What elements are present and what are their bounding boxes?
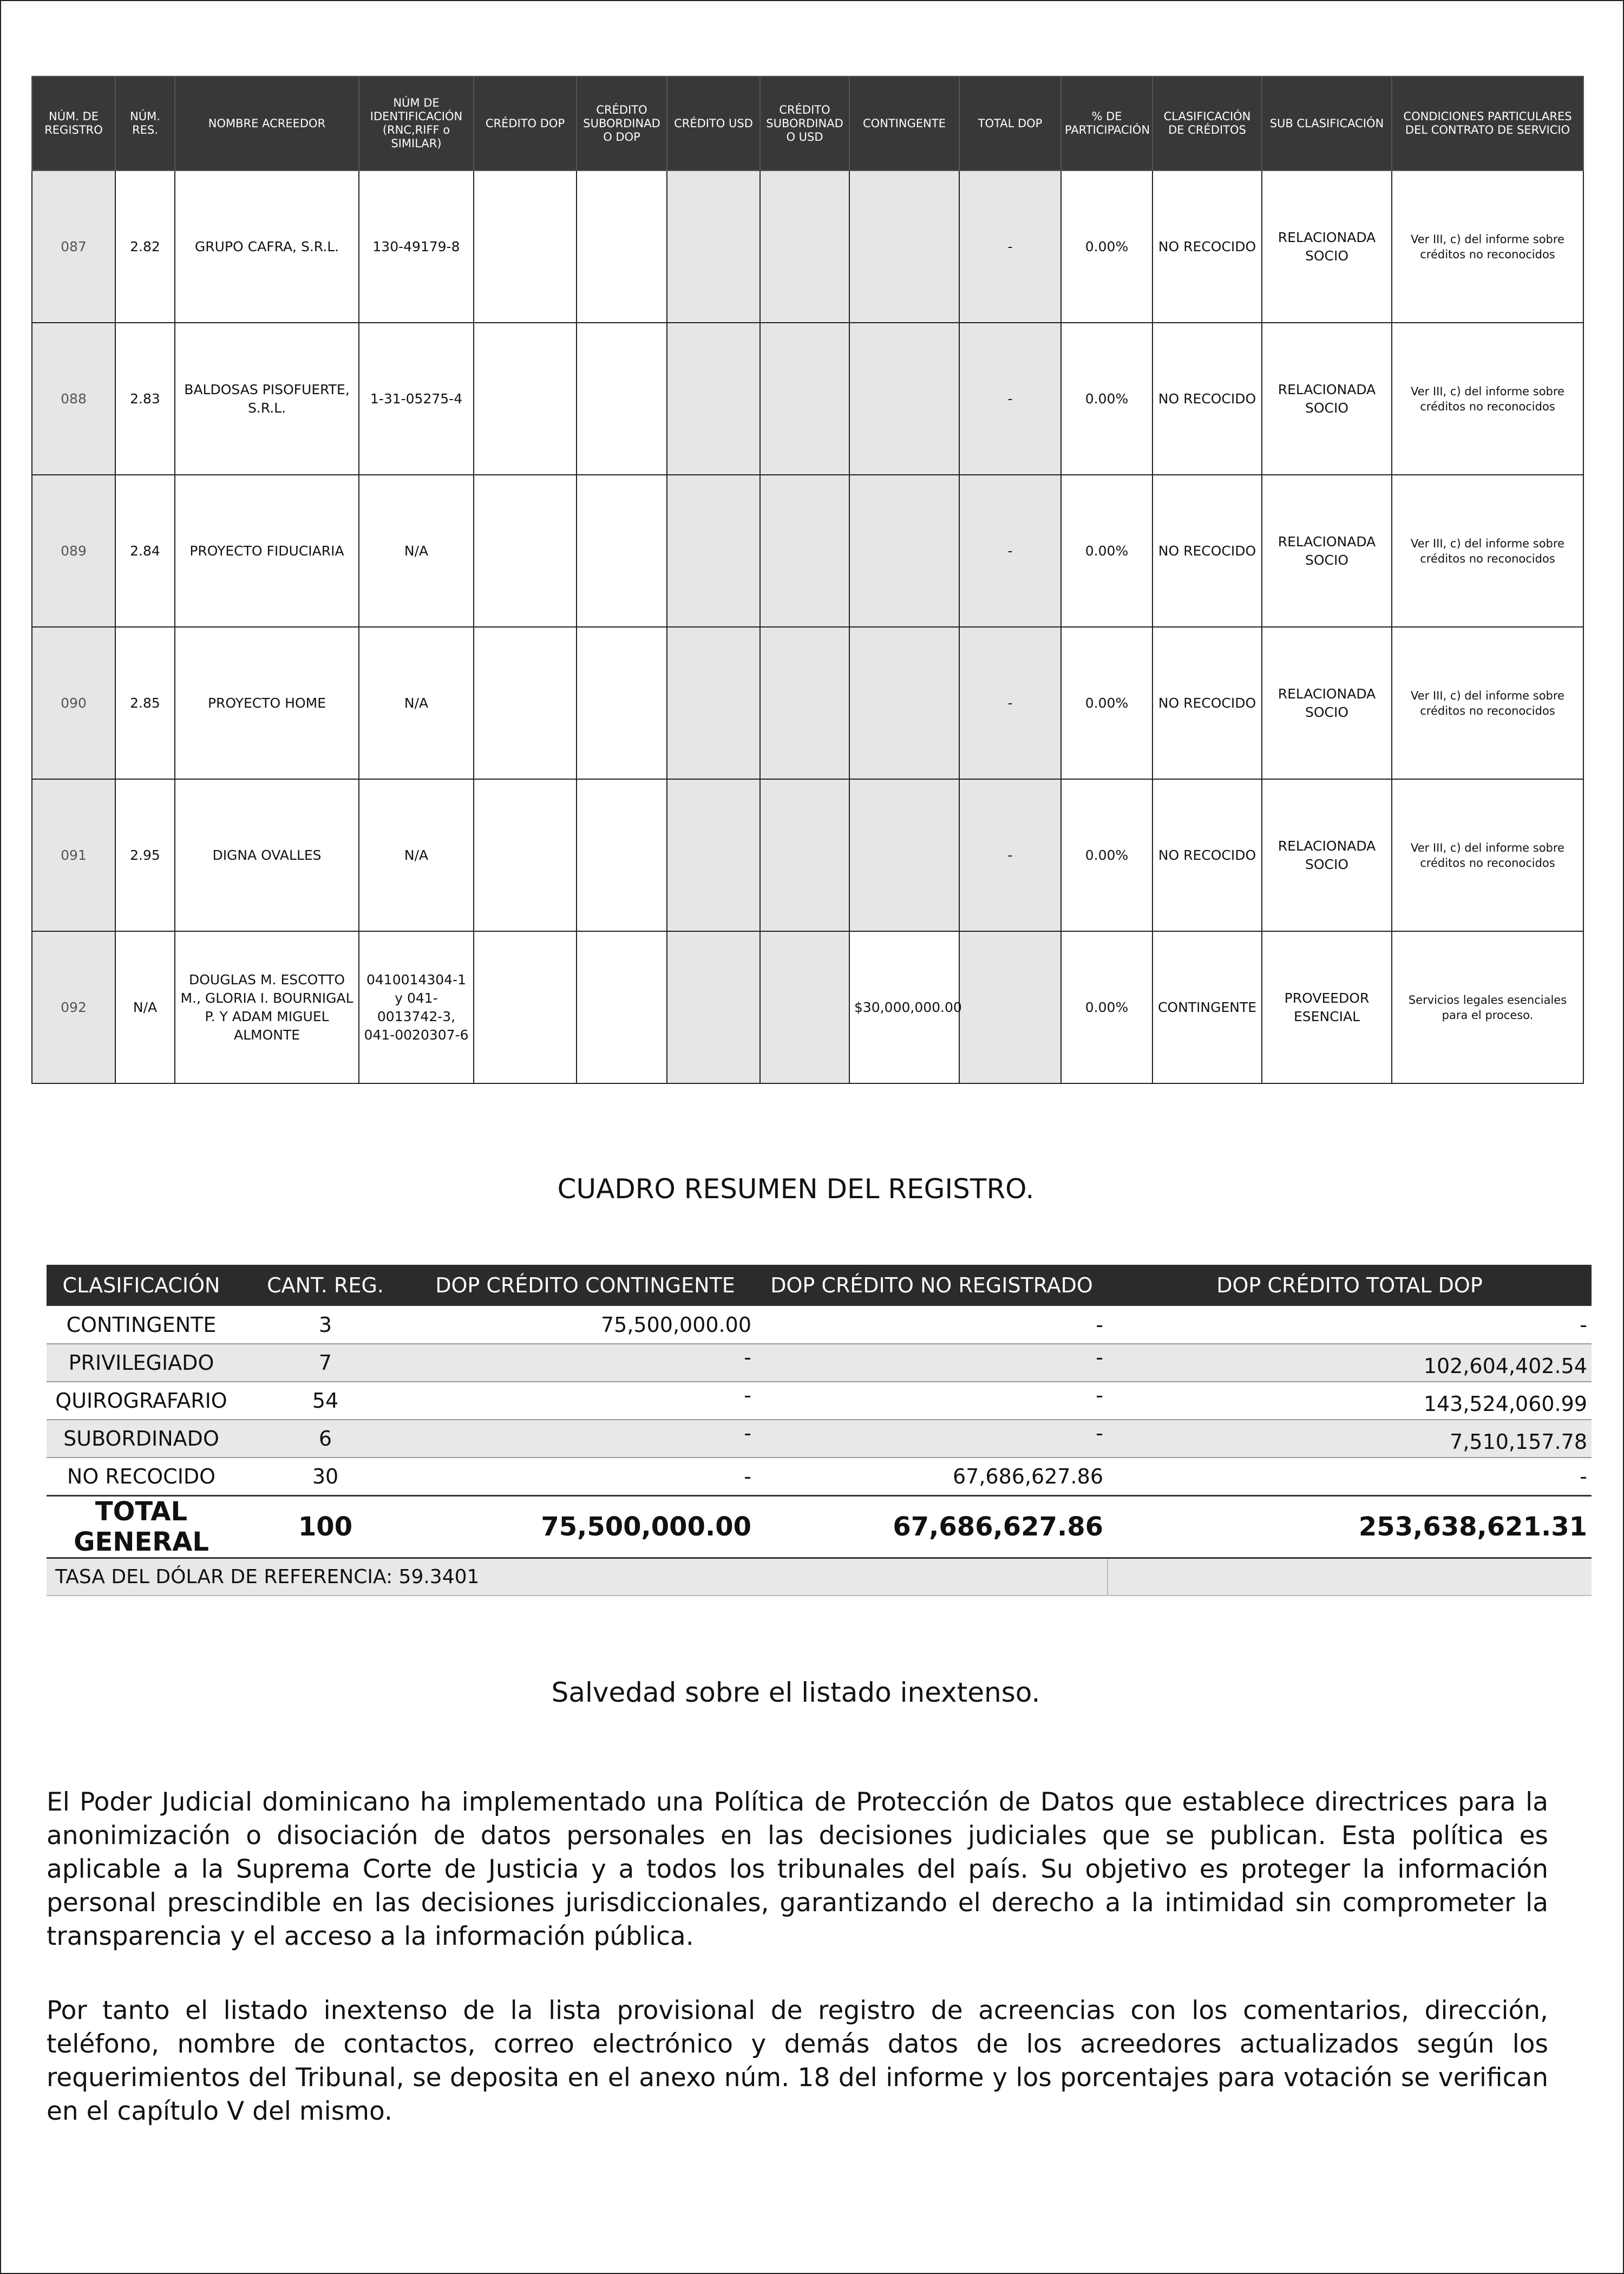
- summary-contingente: -: [415, 1458, 756, 1495]
- summary-total: -: [1108, 1458, 1592, 1495]
- header-credito-dop: CRÉDITO DOP: [474, 76, 577, 171]
- header-participacion: % DE PARTICIPACIÓN: [1061, 76, 1152, 171]
- summary-total: -: [1108, 1306, 1592, 1344]
- cell-registro: 089: [32, 475, 115, 627]
- table-row: [32, 475, 1583, 627]
- table-row: [32, 627, 1583, 779]
- cell-total-dop: -: [959, 475, 1061, 627]
- total-total: 253,638,621.31: [1108, 1495, 1592, 1558]
- summary-header-clasificacion: CLASIFICACIÓN: [47, 1265, 236, 1306]
- cell-participacion: 0.00%: [1061, 931, 1152, 1083]
- total-clasificacion: TOTAL GENERAL: [47, 1495, 236, 1558]
- summary-total: 102,604,402.54: [1108, 1344, 1592, 1382]
- cell-sub-dop: [577, 931, 667, 1083]
- cell-sub-usd: [760, 475, 849, 627]
- cell-contingente: [849, 171, 959, 323]
- cell-registro: 087: [32, 171, 115, 323]
- cell-registro: 090: [32, 627, 115, 779]
- summary-header-total: DOP CRÉDITO TOTAL DOP: [1108, 1265, 1592, 1306]
- cell-sub-dop: [577, 627, 667, 779]
- cell-nombre: PROYECTO HOME: [175, 627, 359, 779]
- cell-condiciones: Ver III, c) del informe sobre créditos no reconocidos: [1392, 475, 1583, 627]
- summary-row: [47, 1344, 1592, 1382]
- cell-nombre: PROYECTO FIDUCIARIA: [175, 475, 359, 627]
- cell-credito-usd: [667, 323, 760, 475]
- summary-no-registrado: -: [756, 1382, 1108, 1420]
- cell-total-dop: -: [959, 779, 1061, 931]
- exchange-rate-blank: [1108, 1558, 1592, 1596]
- summary-cant: 3: [236, 1306, 415, 1344]
- summary-contingente: -: [415, 1420, 756, 1458]
- summary-header-no-registrado: DOP CRÉDITO NO REGISTRADO: [756, 1265, 1108, 1306]
- cell-participacion: 0.00%: [1061, 779, 1152, 931]
- cell-nombre: DIGNA OVALLES: [175, 779, 359, 931]
- cell-sub-dop: [577, 323, 667, 475]
- cell-res: 2.83: [115, 323, 175, 475]
- summary-contingente: -: [415, 1344, 756, 1382]
- cell-contingente: [849, 323, 959, 475]
- summary-no-registrado: -: [756, 1306, 1108, 1344]
- cell-id: N/A: [359, 475, 474, 627]
- cell-credito-usd: [667, 779, 760, 931]
- cell-id: 1-31-05275-4: [359, 323, 474, 475]
- cell-id: 130-49179-8: [359, 171, 474, 323]
- cell-total-dop: -: [959, 171, 1061, 323]
- summary-cant: 7: [236, 1344, 415, 1382]
- summary-row: [47, 1382, 1592, 1420]
- cell-credito-dop: [474, 323, 577, 475]
- cell-credito-dop: [474, 627, 577, 779]
- summary-title: CUADRO RESUMEN DEL REGISTRO.: [557, 1173, 1034, 1205]
- exchange-rate: TASA DEL DÓLAR DE REFERENCIA: 59.3401: [47, 1558, 1108, 1596]
- summary-no-registrado: -: [756, 1420, 1108, 1458]
- cell-condiciones: Ver III, c) del informe sobre créditos no reconocidos: [1392, 627, 1583, 779]
- cell-credito-usd: [667, 475, 760, 627]
- cell-sub-usd: [760, 171, 849, 323]
- cell-sub-usd: [760, 931, 849, 1083]
- exchange-rate-row: [47, 1558, 1592, 1596]
- cell-participacion: 0.00%: [1061, 171, 1152, 323]
- cell-condiciones: Ver III, c) del informe sobre créditos no reconocidos: [1392, 323, 1583, 475]
- cell-contingente: [849, 627, 959, 779]
- summary-no-registrado: 67,686,627.86: [756, 1458, 1108, 1495]
- disclaimer-paragraph-2: Por tanto el listado inextenso de la lista provisional de registro de acreencias con los comentarios, dirección, teléfono, nombre de contactos, correo electrónico y demás datos de los acreedores actualizados según los requerimientos del Tribunal, se deposita en el anexo núm. 18 del informe y los porcentajes para votación se verifican en el capítulo V del mismo.: [47, 1996, 1548, 2126]
- creditor-register-table: [31, 76, 1584, 1084]
- cell-total-dop: -: [959, 323, 1061, 475]
- summary-contingente: 75,500,000.00: [415, 1306, 756, 1344]
- header-identificacion: NÚM DE IDENTIFICACIÓN (RNC,RIFF o SIMILAR): [359, 76, 474, 171]
- summary-row: [47, 1458, 1592, 1495]
- cell-sub-clasificacion: PROVEEDOR ESENCIAL: [1262, 931, 1392, 1083]
- cell-credito-usd: [667, 627, 760, 779]
- header-total-dop: TOTAL DOP: [959, 76, 1061, 171]
- cell-registro: 092: [32, 931, 115, 1083]
- cell-nombre: DOUGLAS M. ESCOTTO M., GLORIA I. BOURNIGAL P. Y ADAM MIGUEL ALMONTE: [175, 931, 359, 1083]
- summary-table: [47, 1265, 1592, 1596]
- cell-registro: 091: [32, 779, 115, 931]
- summary-total: 7,510,157.78: [1108, 1420, 1592, 1458]
- cell-participacion: 0.00%: [1061, 627, 1152, 779]
- header-nombre-acreedor: NOMBRE ACREEDOR: [175, 76, 359, 171]
- table-row: [32, 323, 1583, 475]
- disclaimer-title: Salvedad sobre el listado inextenso.: [551, 1677, 1040, 1708]
- cell-condiciones: Ver III, c) del informe sobre créditos no reconocidos: [1392, 779, 1583, 931]
- cell-res: 2.85: [115, 627, 175, 779]
- cell-res: N/A: [115, 931, 175, 1083]
- cell-id: N/A: [359, 779, 474, 931]
- total-cant: 100: [236, 1495, 415, 1558]
- header-credito-subordinado-usd: CRÉDITO SUBORDINAD O USD: [760, 76, 849, 171]
- cell-total-dop: -: [959, 627, 1061, 779]
- cell-credito-dop: [474, 475, 577, 627]
- cell-participacion: 0.00%: [1061, 475, 1152, 627]
- table-row: [32, 931, 1583, 1083]
- cell-sub-usd: [760, 627, 849, 779]
- total-contingente: 75,500,000.00: [415, 1495, 756, 1558]
- summary-clasificacion: NO RECOCIDO: [47, 1458, 236, 1495]
- cell-nombre: GRUPO CAFRA, S.R.L.: [175, 171, 359, 323]
- header-clasificacion: CLASIFICACIÓN DE CRÉDITOS: [1152, 76, 1262, 171]
- cell-contingente: [849, 779, 959, 931]
- cell-participacion: 0.00%: [1061, 323, 1152, 475]
- cell-clasificacion: NO RECOCIDO: [1152, 171, 1262, 323]
- cell-res: 2.84: [115, 475, 175, 627]
- cell-clasificacion: NO RECOCIDO: [1152, 779, 1262, 931]
- cell-nombre: BALDOSAS PISOFUERTE, S.R.L.: [175, 323, 359, 475]
- summary-cant: 30: [236, 1458, 415, 1495]
- cell-sub-clasificacion: RELACIONADA SOCIO: [1262, 475, 1392, 627]
- cell-credito-usd: [667, 171, 760, 323]
- summary-header-cant: CANT. REG.: [236, 1265, 415, 1306]
- cell-sub-clasificacion: RELACIONADA SOCIO: [1262, 779, 1392, 931]
- cell-sub-clasificacion: RELACIONADA SOCIO: [1262, 323, 1392, 475]
- table-row: [32, 171, 1583, 323]
- header-credito-subordinado-dop: CRÉDITO SUBORDINAD O DOP: [577, 76, 667, 171]
- register-header-row: [32, 76, 1583, 171]
- cell-res: 2.95: [115, 779, 175, 931]
- summary-header-contingente: DOP CRÉDITO CONTINGENTE: [415, 1265, 756, 1306]
- cell-id: 0410014304-1 y 041-0013742-3, 041-0020307-6: [359, 931, 474, 1083]
- summary-clasificacion: SUBORDINADO: [47, 1420, 236, 1458]
- summary-no-registrado: -: [756, 1344, 1108, 1382]
- cell-sub-dop: [577, 779, 667, 931]
- summary-cant: 6: [236, 1420, 415, 1458]
- cell-sub-usd: [760, 779, 849, 931]
- summary-clasificacion: PRIVILEGIADO: [47, 1344, 236, 1382]
- cell-sub-clasificacion: RELACIONADA SOCIO: [1262, 627, 1392, 779]
- summary-total: 143,524,060.99: [1108, 1382, 1592, 1420]
- cell-condiciones: Servicios legales esenciales para el proceso.: [1392, 931, 1583, 1083]
- cell-credito-usd: [667, 931, 760, 1083]
- total-no-registrado: 67,686,627.86: [756, 1495, 1108, 1558]
- header-num-res: NÚM. RES.: [115, 76, 175, 171]
- cell-res: 2.82: [115, 171, 175, 323]
- header-sub-clasificacion: SUB CLASIFICACIÓN: [1262, 76, 1392, 171]
- cell-clasificacion: NO RECOCIDO: [1152, 627, 1262, 779]
- summary-row: [47, 1306, 1592, 1344]
- cell-credito-dop: [474, 171, 577, 323]
- header-condiciones: CONDICIONES PARTICULARES DEL CONTRATO DE SERVICIO: [1392, 76, 1583, 171]
- summary-cant: 54: [236, 1382, 415, 1420]
- header-credito-usd: CRÉDITO USD: [667, 76, 760, 171]
- header-contingente: CONTINGENTE: [849, 76, 959, 171]
- cell-condiciones: Ver III, c) del informe sobre créditos no reconocidos: [1392, 171, 1583, 323]
- summary-total-row: [47, 1495, 1592, 1558]
- summary-clasificacion: CONTINGENTE: [47, 1306, 236, 1344]
- cell-registro: 088: [32, 323, 115, 475]
- header-num-registro: NÚM. DE REGISTRO: [32, 76, 115, 171]
- cell-sub-clasificacion: RELACIONADA SOCIO: [1262, 171, 1392, 323]
- cell-clasificacion: NO RECOCIDO: [1152, 323, 1262, 475]
- cell-contingente: $30,000,000.00: [849, 931, 959, 1083]
- table-row: [32, 779, 1583, 931]
- summary-contingente: -: [415, 1382, 756, 1420]
- cell-contingente: [849, 475, 959, 627]
- cell-credito-dop: [474, 931, 577, 1083]
- cell-sub-dop: [577, 171, 667, 323]
- disclaimer-paragraph-1: El Poder Judicial dominicano ha implementado una Política de Protección de Datos que establece directrices para la anonimización o disociación de datos personales en las decisiones judiciales que se publican. Esta política es aplicable a la Suprema Corte de Justicia y a todos los tribunales del país. Su objetivo es proteger la información personal prescindible en las decisiones jurisdiccionales, garantizando el derecho a la intimidad sin comprometer la transparencia y el acceso a la información pública.: [47, 1787, 1548, 1951]
- cell-id: N/A: [359, 627, 474, 779]
- summary-clasificacion: QUIROGRAFARIO: [47, 1382, 236, 1420]
- cell-credito-dop: [474, 779, 577, 931]
- summary-row: [47, 1420, 1592, 1458]
- cell-sub-dop: [577, 475, 667, 627]
- cell-clasificacion: NO RECOCIDO: [1152, 475, 1262, 627]
- cell-total-dop: [959, 931, 1061, 1083]
- summary-header-row: [47, 1265, 1592, 1306]
- cell-clasificacion: CONTINGENTE: [1152, 931, 1262, 1083]
- cell-sub-usd: [760, 323, 849, 475]
